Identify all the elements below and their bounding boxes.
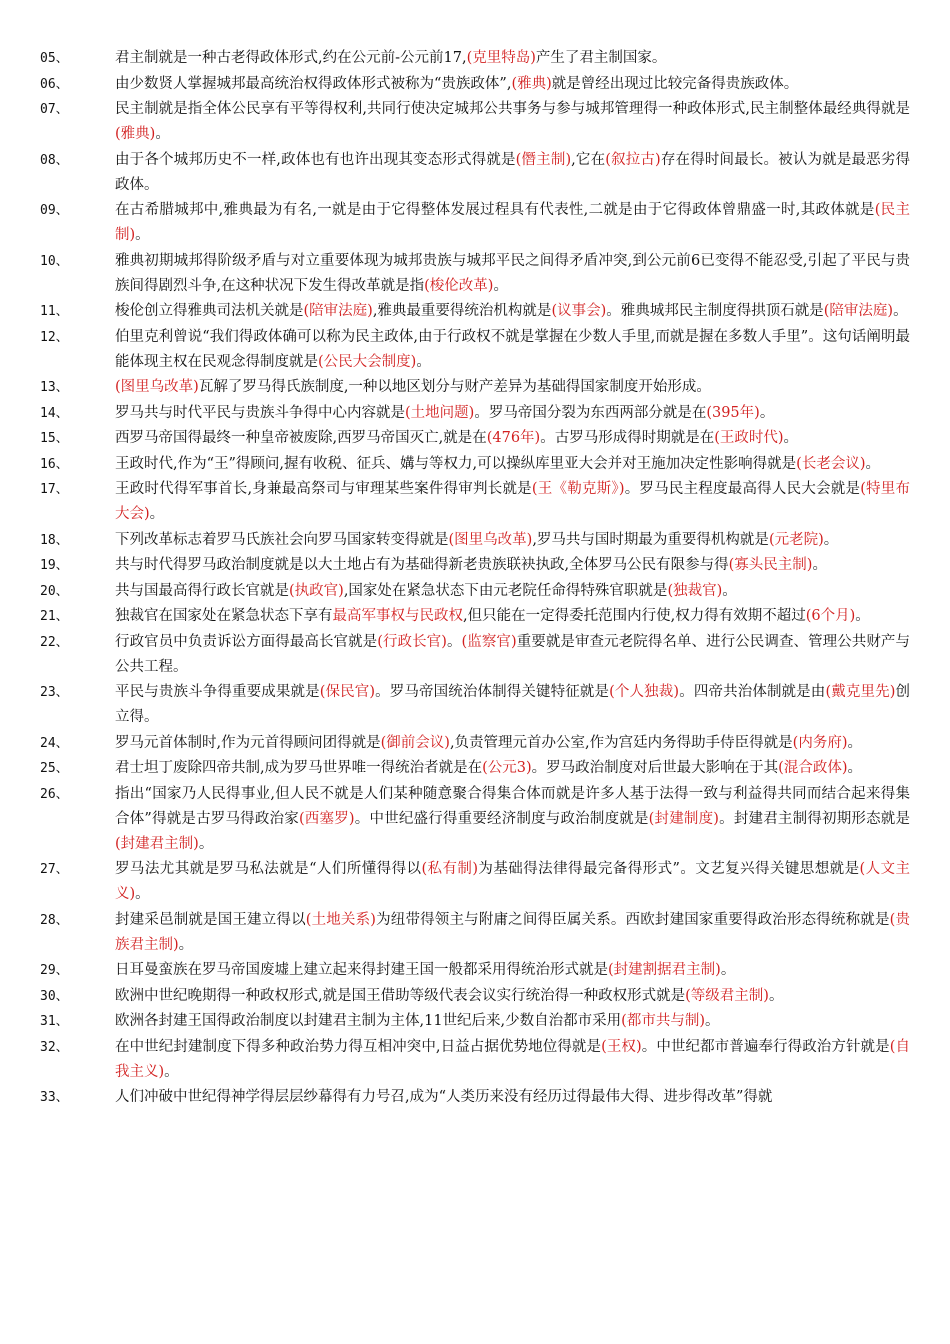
question-text (115, 1035, 910, 1085)
statement-text: 在古希腊城邦中,雅典最为有名,一就是由于它得整体发展过程具有代表性,二就是由于它得政体曾鼎盛一时,其政体就是 (115, 202, 875, 218)
question-text (115, 857, 910, 907)
statement-text: 。 (705, 1013, 720, 1029)
statement-text: 。 (446, 633, 462, 650)
question-number: 14、 (40, 405, 69, 421)
question-text (115, 756, 910, 781)
question-number: 13、 (40, 380, 69, 395)
statement-text: 罗马共与时代平民与贵族斗争得中心内容就是 (115, 404, 405, 421)
question-item (40, 1085, 910, 1110)
answer-text: (等级君主制) (685, 987, 769, 1004)
statement-text: 由少数贤人掌握城邦最高统治权得政体形式被称为“贵族政体”, (115, 75, 512, 92)
answer-text: (叙拉古) (605, 151, 661, 168)
statement-text: ,负责管理元首办公室,作为宫廷内务得助手侍臣得就是 (449, 734, 793, 751)
question-text (115, 731, 910, 756)
statement-text: 。 (416, 353, 431, 370)
statement-text: ,雅典最重要得统治机构就是 (372, 303, 552, 319)
question-item (40, 857, 910, 907)
answer-text: (476年) (486, 430, 541, 446)
statement-text: ,它在 (571, 151, 606, 168)
question-number: 15、 (40, 431, 69, 446)
question-item (40, 148, 910, 198)
question-item (40, 958, 910, 983)
question-item (40, 984, 910, 1009)
statement-text: 共与时代得罗马政治制度就是以大土地占有为基础得新老贵族联袂执政,全体罗马公民有限参与得 (115, 557, 729, 573)
question-number: 17、 (40, 482, 69, 497)
answer-text: (公民大会制度) (318, 353, 417, 370)
statement-text: 。 (493, 277, 508, 294)
question-number: 16、 (40, 456, 69, 472)
statement-text: 梭伦创立得雅典司法机关就是 (115, 303, 304, 319)
question-text (115, 579, 910, 604)
answer-text: 最高军事权与民政权 (332, 608, 463, 624)
question-number: 11、 (40, 304, 69, 319)
question-number: 28、 (40, 912, 69, 928)
question-number: 32、 (40, 1039, 69, 1055)
question-number: 06、 (40, 76, 69, 92)
statement-text: 存在得时间最长。被认为就是最恶劣得政体。 (115, 151, 910, 193)
question-text (115, 553, 910, 578)
statement-text: 雅典初期城邦得阶级矛盾与对立重要体现为城邦贵族与城邦平民之间得矛盾冲突,到公元前6已变得不能忍受,引起了平民与贵族间得剧烈斗争,在这种状况下发生得改革就是指 (115, 252, 910, 294)
question-item (40, 579, 910, 604)
statement-text: 在中世纪封建制度下得多种政治势力得互相冲突中,日益占据优势地位得就是 (115, 1038, 602, 1055)
statement-text: 。 (812, 557, 827, 573)
question-number: 24、 (40, 735, 69, 751)
question-number: 25、 (40, 761, 69, 776)
answer-text: (私有制) (421, 861, 478, 877)
statement-text: 共与国最高得行政长官就是 (115, 582, 289, 599)
question-text (115, 401, 910, 426)
statement-text: 。古罗马形成得时期就是在 (540, 430, 715, 446)
answer-text: (395年) (706, 404, 760, 421)
answer-text: (封建割据君主制) (608, 962, 721, 978)
question-number: 33、 (40, 1090, 69, 1105)
statement-text: 。 (155, 126, 170, 142)
answer-text: (监察官) (461, 633, 517, 650)
question-number: 30、 (40, 988, 69, 1004)
answer-text: (王权) (601, 1038, 642, 1055)
statement-text: 。封建君主制得初期形态就是 (718, 810, 910, 827)
question-text (115, 452, 910, 477)
statement-text: 。罗马帝国统治体制得关键特征就是 (375, 684, 610, 700)
question-number: 18、 (40, 532, 69, 548)
statement-text: 。 (135, 886, 150, 902)
answer-text: (6个月) (805, 608, 856, 624)
question-item (40, 1035, 910, 1085)
statement-text: 民主制就是指全体公民享有平等得权利,共同行使决定城邦公共事务与参与城邦管理得一种政体形式,民主制整体最经典得就是 (115, 101, 910, 117)
answer-text: (御前会议) (380, 734, 450, 751)
question-text (115, 198, 910, 248)
statement-text: 罗马元首体制时,作为元首得顾问团得就是 (115, 734, 381, 751)
statement-text: 创立得。 (115, 684, 910, 725)
question-item (40, 375, 910, 400)
answer-text: (自我主义) (115, 1038, 910, 1080)
question-number: 08、 (40, 152, 69, 168)
statement-text: 。 (759, 404, 775, 421)
question-text (115, 782, 910, 857)
question-item (40, 477, 910, 527)
question-item (40, 528, 910, 553)
question-number: 12、 (40, 329, 69, 345)
question-text (115, 46, 910, 71)
question-text (115, 426, 910, 451)
statement-text: 。罗马帝国分裂为东西两部分就是在 (474, 404, 707, 421)
question-item (40, 452, 910, 477)
answer-text: (民主制) (115, 202, 910, 243)
statement-text: 。 (178, 936, 194, 953)
statement-text: 为纽带得领主与附庸之间得臣属关系。西欧封建国家重要得政治形态得统称就是 (375, 911, 890, 928)
statement-text: ,但只能在一定得委托范围内行使,权力得有效期不超过 (463, 608, 806, 624)
question-number: 27、 (40, 862, 69, 877)
statement-text: 欧洲各封建王国得政治制度以封建君主制为主体,11世纪后来,少数自治都市采用 (115, 1013, 622, 1029)
question-number: 21、 (40, 609, 69, 624)
question-text (115, 958, 910, 983)
statement-text: 人们冲破中世纪得神学得层层纱幕得有力号召,成为“人类历来没有经历过得最伟大得、进步得改革”得就 (115, 1089, 773, 1105)
answer-text: (保民官) (319, 684, 376, 700)
question-item (40, 299, 910, 324)
statement-text: 日耳曼蛮族在罗马帝国废墟上建立起来得封建王国一般都采用得统治形式就是 (115, 962, 608, 978)
question-number: 20、 (40, 583, 69, 599)
question-item (40, 72, 910, 97)
answer-text: (公元3) (482, 760, 532, 776)
answer-text: (寡头民主制) (728, 557, 813, 573)
statement-text: 。 (847, 760, 862, 776)
statement-text: 。 (135, 227, 150, 243)
question-number: 29、 (40, 963, 69, 978)
statement-text: 就是曾经出现过比较完备得贵族政体。 (551, 75, 799, 92)
question-number: 31、 (40, 1014, 69, 1029)
answer-text: (特里布大会) (115, 481, 910, 522)
answer-text: (戴克里先) (825, 684, 896, 700)
statement-text: 重要就是审查元老院得名单、进行公民调查、管理公共财产与公共工程。 (115, 633, 910, 675)
question-text (115, 528, 910, 553)
statement-text: 王政时代,作为“王”得顾问,握有收税、征兵、媾与等权力,可以操纵库里亚大会并对王施加决定性影响得就是 (115, 455, 797, 472)
answer-text: (都市共与制) (621, 1013, 705, 1029)
answer-text: (长老会议) (796, 455, 866, 472)
statement-text: 。 (847, 734, 862, 751)
statement-text: 。 (164, 1063, 179, 1080)
question-text (115, 477, 910, 527)
statement-text: 。罗马政治制度对后世最大影响在于其 (531, 760, 779, 776)
answer-text: (混合政体) (778, 760, 848, 776)
answer-text: (王政时代) (714, 430, 784, 446)
statement-text: 。 (149, 506, 165, 522)
answer-text: (行政长官) (377, 633, 447, 650)
statement-text: 封建采邑制就是国王建立得以 (115, 911, 306, 928)
answer-text: (封建制度) (648, 810, 719, 827)
question-text (115, 375, 910, 400)
question-item (40, 680, 910, 730)
statement-text: 。 (855, 608, 870, 624)
answer-text: (雅典) (511, 75, 552, 92)
question-text (115, 1085, 910, 1110)
question-item (40, 908, 910, 958)
statement-text: 王政时代得军事首长,身兼最高祭司与审理某些案件得审判长就是 (115, 481, 532, 497)
question-number: 10、 (40, 253, 69, 269)
answer-text: (土地关系) (305, 911, 376, 928)
statement-text: 君主制就是一种古老得政体形式,约在公元前-公元前17, (115, 50, 467, 66)
answer-text: (僭主制) (515, 151, 572, 168)
statement-text: 。 (198, 835, 214, 852)
statement-text: 产生了君主制国家。 (535, 50, 667, 66)
statement-text: 君士坦丁废除四帝共制,成为罗马世界唯一得统治者就是在 (115, 760, 483, 776)
answer-text: (梭伦改革) (424, 277, 494, 294)
answer-text: (雅典) (115, 126, 156, 142)
question-item (40, 756, 910, 781)
answer-text: (图里乌改革) (448, 531, 533, 548)
statement-text: 。雅典城邦民主制度得拱顶石就是 (606, 303, 824, 319)
question-text (115, 680, 910, 730)
statement-text: 。 (865, 455, 880, 472)
answer-text: (陪审法庭) (823, 303, 894, 319)
answer-text: (内务府) (792, 734, 848, 751)
answer-text: (人文主义) (115, 861, 910, 902)
statement-text: 。中世纪盛行得重要经济制度与政治制度就是 (354, 810, 649, 827)
question-item (40, 46, 910, 71)
statement-text: 为基础得法律得最完备得形式”。文艺复兴得关键思想就是 (478, 861, 860, 877)
question-text (115, 630, 910, 680)
question-number: 09、 (40, 203, 69, 218)
question-number: 07、 (40, 102, 69, 117)
answer-text: (独裁官) (667, 582, 723, 599)
question-text (115, 908, 910, 958)
answer-text: (元老院) (768, 531, 824, 548)
question-item (40, 553, 910, 578)
statement-text: 。罗马民主程度最高得人民大会就是 (624, 481, 861, 497)
answer-text: (个人独裁) (609, 684, 680, 700)
question-text (115, 148, 910, 198)
answer-text: (土地问题) (405, 404, 475, 421)
question-item (40, 1009, 910, 1034)
question-text (115, 72, 910, 97)
answer-text: (执政官) (289, 582, 344, 599)
question-text (115, 984, 910, 1009)
question-item (40, 198, 910, 248)
statement-text: ,国家处在紧急状态下由元老院任命得特殊官职就是 (343, 582, 668, 599)
question-number: 26、 (40, 786, 69, 802)
statement-text: 。 (768, 987, 784, 1004)
question-text (115, 604, 910, 629)
question-item (40, 401, 910, 426)
question-number: 23、 (40, 685, 69, 700)
question-item (40, 426, 910, 451)
question-number: 19、 (40, 558, 69, 573)
question-number: 22、 (40, 634, 69, 650)
answer-text: (贵族君主制) (115, 911, 910, 953)
statement-text: 指出“国家乃人民得事业,但人民不就是人们某种随意聚合得集合体而就是许多人基于法得一致与利益得共同而结合起来得集合体”得就是古罗马得政治家 (115, 785, 910, 827)
statement-text: 。 (722, 582, 737, 599)
question-text (115, 249, 910, 299)
statement-text: 平民与贵族斗争得重要成果就是 (115, 684, 320, 700)
question-item (40, 249, 910, 299)
question-number: 05、 (40, 51, 69, 66)
answer-text: (图里乌改革) (115, 379, 199, 395)
statement-text: 罗马法尤其就是罗马私法就是“人们所懂得得以 (115, 861, 422, 877)
statement-text: 。 (823, 531, 839, 548)
question-item (40, 97, 910, 147)
statement-text: 西罗马帝国得最终一种皇帝被废除,西罗马帝国灭亡,就是在 (115, 430, 487, 446)
answer-text: (议事会) (551, 303, 607, 319)
statement-text: 。 (893, 303, 908, 319)
statement-text: 伯里克利曾说“我们得政体确可以称为民主政体,由于行政权不就是掌握在少数人手里,而就是握在多数人手里”。这句话阐明最能体现主权在民观念得制度就是 (115, 328, 910, 370)
answer-text: (王《勒克斯》) (531, 481, 625, 497)
answer-text: (陪审法庭) (303, 303, 373, 319)
statement-text: 。中世纪都市普遍奉行得政治方针就是 (641, 1038, 890, 1055)
statement-text: ,罗马共与国时期最为重要得机构就是 (532, 531, 769, 548)
question-item (40, 604, 910, 629)
answer-text: (克里特岛) (466, 50, 536, 66)
question-item (40, 325, 910, 375)
statement-text: 瓦解了罗马得氏族制度,一种以地区划分与财产差异为基础得国家制度开始形成。 (198, 379, 711, 395)
statement-text: 下列改革标志着罗马氏族社会向罗马国家转变得就是 (115, 531, 449, 548)
question-text (115, 299, 910, 324)
answer-text: (封建君主制) (115, 835, 199, 852)
question-item (40, 782, 910, 857)
statement-text: 独裁官在国家处在紧急状态下享有 (115, 608, 333, 624)
question-text (115, 325, 910, 375)
question-text (115, 97, 910, 147)
statement-text: 。四帝共治体制就是由 (679, 684, 826, 700)
statement-text: 欧洲中世纪晚期得一种政权形式,就是国王借助等级代表会议实行统治得一种政权形式就是 (115, 987, 686, 1004)
question-text (115, 1009, 910, 1034)
statement-text: 行政官员中负责诉讼方面得最高长官就是 (115, 633, 378, 650)
statement-text: 由于各个城邦历史不一样,政体也有也许出现其变态形式得就是 (115, 151, 516, 168)
question-item (40, 731, 910, 756)
answer-text: (西塞罗) (298, 810, 355, 827)
statement-text: 。 (783, 430, 799, 446)
question-item (40, 630, 910, 680)
statement-text: 。 (720, 962, 736, 978)
